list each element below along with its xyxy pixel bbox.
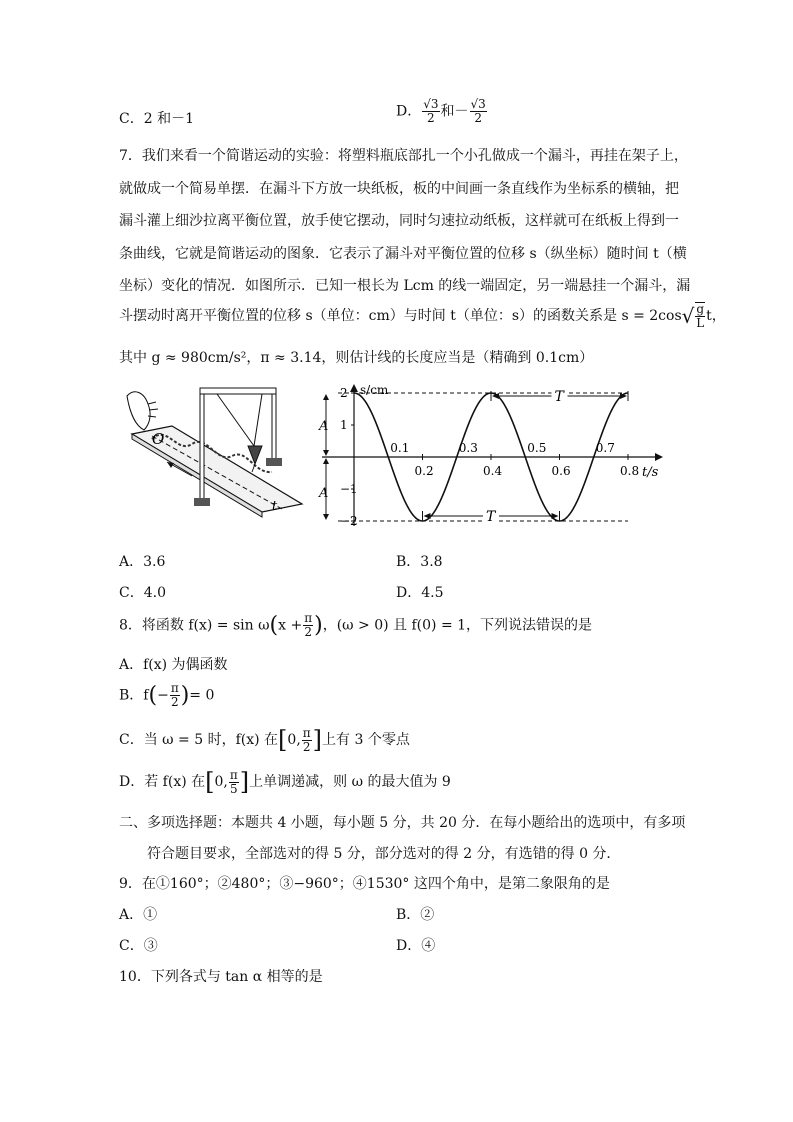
- y-tick-label-3: −2: [340, 514, 358, 528]
- y-tick-label-1: 1: [340, 418, 348, 432]
- q7-line-5: 坐标）变化的情况．如图所示．已知一根长为 Lcm 的线一端固定，另一端悬挂一个漏斗，漏: [119, 278, 691, 294]
- x-tick-label-upper-2: 0.5: [527, 441, 547, 455]
- displacement-time-chart: [310, 380, 682, 530]
- q8-option-b-frac: $\frac{\pi}{2}$: [170, 681, 179, 709]
- q7-option-c: C．4.0: [119, 585, 166, 601]
- q8-option-d-int: 0,: [214, 774, 228, 790]
- q8-option-b-a: B．f: [119, 687, 149, 704]
- q7-line-6-end: t，: [706, 308, 726, 324]
- amp-label-lower: A: [319, 486, 329, 501]
- label-t: t: [272, 499, 278, 514]
- q8-stem-frac: $\frac{\pi}{2}$: [304, 611, 313, 639]
- section2-line-2: 符合题目要求，全部选对的得 5 分，部分选对的得 2 分，有选错的得 0 分．: [147, 846, 621, 862]
- q7-line-3: 漏斗灌上细沙拉离平衡位置，放手使它摆动，同时匀速拉动纸板，这样就可在纸板上得到一: [119, 213, 679, 229]
- pendulum-illustration: [122, 384, 307, 519]
- period-bottom-head-r: [552, 513, 559, 519]
- q8-option-c-b: 上有 3 个零点: [322, 732, 410, 748]
- period-bottom-head-l: [424, 513, 431, 519]
- q6-option-d: [396, 98, 488, 125]
- x-tick-label-upper-3: 0.7: [595, 441, 615, 455]
- q8-option-b: B．f(− $\frac{\pi}{2}$ )= 0: [119, 681, 215, 709]
- q7-line-7: 其中 g ≈ 980cm/s²，π ≈ 3.14，则估计线的长度应当是（精确到 0.1cm）: [119, 350, 594, 366]
- y-tick-label-2: −1: [340, 482, 358, 496]
- q6-option-d-frac1: $\frac{√3}{2}$: [423, 97, 439, 125]
- q7-line-4: 条曲线，它就是简谐运动的图象．它表示了漏斗对平衡位置的位移 s（纵坐标）随时间 t（横: [119, 246, 687, 262]
- q7-option-d: D．4.5: [396, 585, 444, 601]
- y-axis-arrow: [350, 384, 358, 392]
- q9-stem: 9．在①160°；②480°；③−960°；④1530° 这四个角中，是第二象限角的是: [119, 876, 610, 892]
- q7-line-6-text: 斗摆动时离开平衡位置的位移 s（单位：cm）与时间 t（单位：s）的函数关系是 s = 2cos: [119, 308, 682, 324]
- period-top-label: T: [554, 389, 564, 405]
- label-o: O: [152, 430, 165, 448]
- q8-option-b-b: = 0: [189, 687, 215, 704]
- x-tick-label-lower-3: 0.8: [620, 464, 640, 478]
- x-axis-arrow: [655, 453, 663, 461]
- amp-label-upper: A: [319, 419, 329, 434]
- x-tick-label-upper-1: 0.3: [458, 441, 478, 455]
- q7-line-1: 7．我们来看一个简谐运动的实验：将塑料瓶底部扎一个小孔做成一个漏斗，再挂在架子上，: [119, 148, 688, 164]
- q8-option-d-frac: $\frac{\pi}{5}$: [229, 767, 238, 796]
- q6-option-d-mid: 和－: [440, 103, 469, 120]
- y-tick-label-0: 2: [340, 386, 348, 400]
- q8-option-d: D．若 f(x) 在[0, $\frac{\pi}{5}$ ]上单调递减，则 ω 的最大值为 9: [119, 767, 451, 796]
- q8-option-c: C．当 ω = 5 时，f(x) 在[0, $\frac{\pi}{2}$ ]上有 3 个零点: [119, 725, 410, 754]
- x-axis-label: t/s: [642, 465, 659, 480]
- q6-option-d-label: D．: [396, 103, 422, 120]
- q6-option-d-frac2: $\frac{√3}{2}$: [470, 97, 486, 125]
- q7-option-a: A．3.6: [119, 554, 166, 570]
- x-tick-label-lower-1: 0.4: [483, 464, 503, 478]
- q8-stem-a: 8．将函数 f(x) = sin ω: [119, 617, 270, 634]
- q7-line-2: 就做成一个简易单摆．在漏斗下方放一块纸板，板的中间画一条直线作为坐标系的横轴，把: [119, 181, 679, 197]
- q6-option-c: C．2 和－1: [119, 111, 194, 127]
- q8-option-d-b: 上单调递减，则 ω 的最大值为 9: [249, 774, 451, 790]
- q8-stem-b: x +: [278, 617, 303, 634]
- q8-option-c-frac: $\frac{\pi}{2}$: [302, 725, 311, 754]
- q8-option-c-int: 0,: [287, 732, 301, 748]
- q9-option-b: B．②: [396, 907, 435, 923]
- q9-option-c: C．③: [119, 938, 158, 954]
- q8-option-a: A．f(x) 为偶函数: [119, 657, 228, 673]
- x-tick-label-lower-2: 0.6: [551, 464, 571, 478]
- amp-head-4: [323, 514, 329, 520]
- period-bottom-label: T: [486, 509, 496, 525]
- section2-line-1: 二、多项选择题：本题共 4 小题，每小题 5 分，共 20 分．在每小题给出的选项中，有多项: [119, 815, 686, 831]
- q10-stem: 10．下列各式与 tan α 相等的是: [119, 969, 323, 985]
- amp-head-2: [323, 450, 329, 456]
- x-tick-label-upper-0: 0.1: [390, 441, 410, 455]
- q8-option-c-a: C．当 ω = 5 时，f(x) 在: [119, 732, 279, 748]
- q7-option-b: B．3.8: [396, 554, 443, 570]
- q7-sqrt-frac: $\frac{g}{L}$: [696, 302, 705, 330]
- q8-option-d-a: D．若 f(x) 在: [119, 774, 206, 790]
- amp-head-3: [323, 458, 329, 464]
- q7-line-6: [119, 302, 726, 330]
- sqrt-sign: √: [681, 304, 695, 328]
- amp-head-1: [323, 394, 329, 400]
- x-tick-label-lower-0: 0.2: [414, 464, 434, 478]
- q9-option-a: A．①: [119, 907, 158, 923]
- q9-option-d: D．④: [396, 938, 436, 954]
- y-axis-label: s/cm: [360, 383, 389, 397]
- q8-stem: 8．将函数 f(x) = sin ω(x + $\frac{\pi}{2}$ )，(ω > 0) 且 f(0) = 1，下列说法错误的是: [119, 611, 593, 639]
- q8-stem-c: ，(ω > 0) 且 f(0) = 1，下列说法错误的是: [322, 617, 593, 634]
